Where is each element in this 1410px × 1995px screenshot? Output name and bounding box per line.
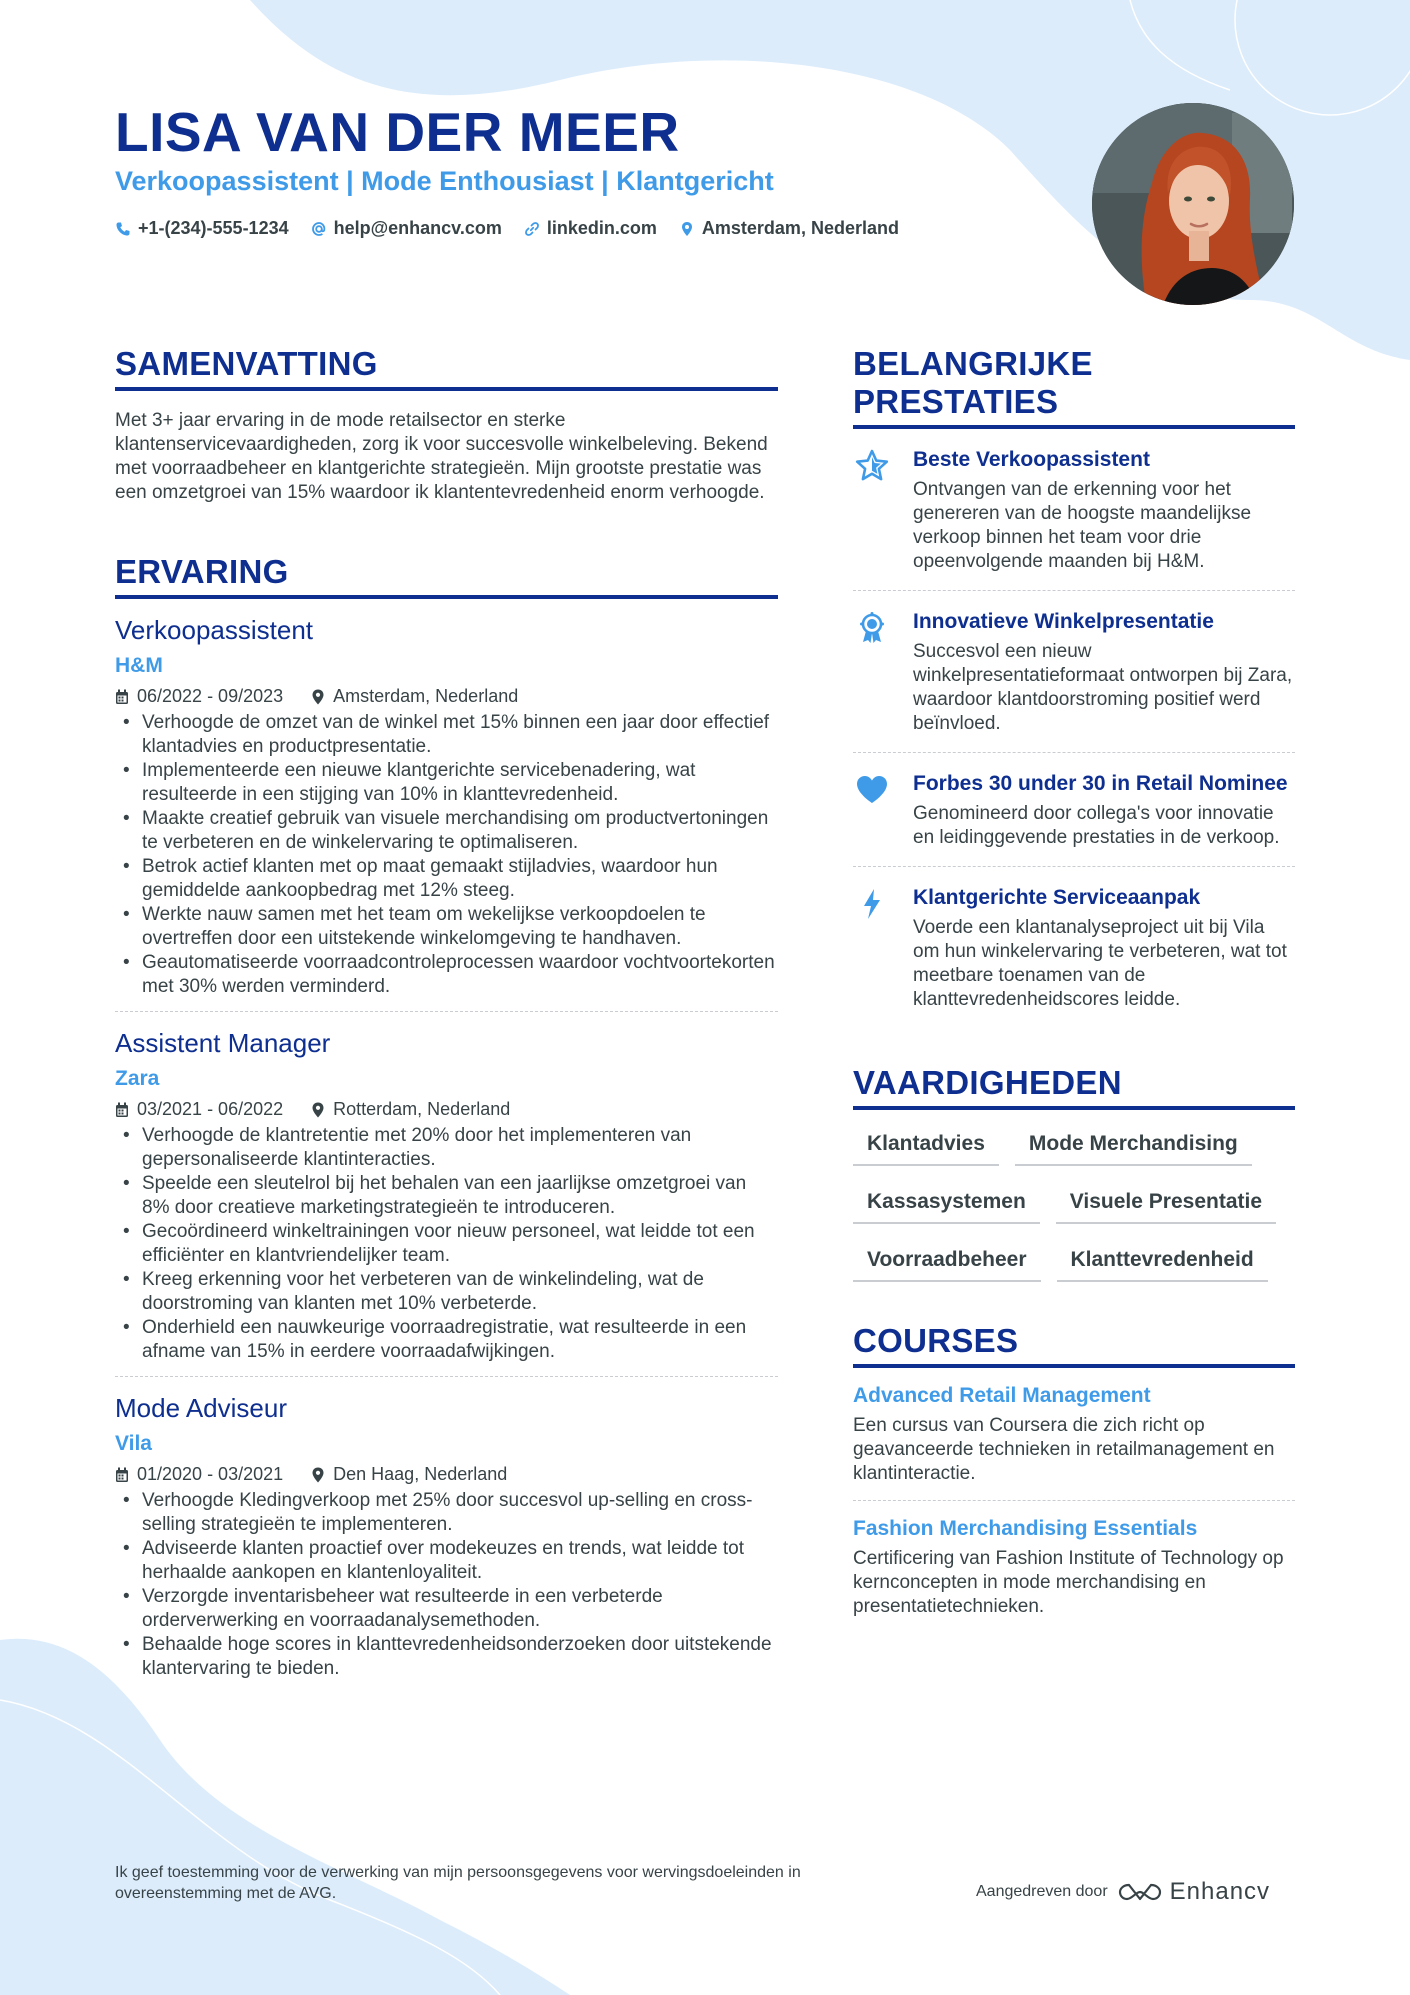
phone-text: +1-(234)-555-1234: [138, 218, 289, 238]
course-item: [853, 1500, 1295, 1633]
skill-tag: Visuele Presentatie: [1056, 1190, 1276, 1224]
linkedin-text: linkedin.com: [546, 218, 657, 238]
job-bullet: • Implementeerde een nieuwe klantgerichte servicebenadering, wat resulteerde in een stijging van 10% in klanttevredenheid.: [115, 759, 778, 807]
job-dates: 03/2021 - 06/2022: [137, 1099, 284, 1119]
location-pin-icon: [311, 1467, 325, 1483]
calendar-icon: [115, 1467, 129, 1483]
phone-icon: [115, 221, 131, 237]
job-bullets: [115, 711, 778, 999]
achievement-item: [853, 429, 1295, 591]
job-location: Rotterdam, Nederland: [333, 1099, 511, 1119]
skill-tag: Klantadvies: [853, 1132, 999, 1166]
divider: [115, 1011, 778, 1012]
job-company: Zara: [115, 1067, 160, 1090]
achievement-desc: Succesvol een nieuw winkelpresentatieformaat ontworpen bij Zara, waardoor klantdoorstroming positief werd beïnvloed.: [913, 641, 1293, 734]
contact-location: [679, 218, 899, 239]
experience-section: [115, 553, 778, 1681]
enhancv-logo-icon: [1118, 1881, 1162, 1903]
achievement-title: Forbes 30 under 30 in Retail Nominee: [913, 772, 1288, 795]
achievement-item: [853, 591, 1295, 753]
course-title: Advanced Retail Management: [853, 1384, 1151, 1407]
course-desc: Een cursus van Coursera die zich richt op geavanceerde technieken in retailmanagement en klantinteractie.: [853, 1415, 1275, 1484]
job-bullet: • Verhoogde de klantretentie met 20% door het implementeren van gepersonaliseerde klantinteracties.: [115, 1124, 778, 1172]
achievement-title: Innovatieve Winkelpresentatie: [913, 610, 1214, 633]
email-text: help@enhancv.com: [333, 218, 502, 238]
skill-tag: Mode Merchandising: [1015, 1132, 1252, 1166]
job-role: Verkoopassistent: [115, 615, 314, 645]
achievements-heading: BELANGRIJKE PRESTATIES: [853, 345, 1295, 429]
job-meta: [115, 1099, 778, 1120]
candidate-tagline: Verkoopassistent | Mode Enthousiast | Klantgericht: [115, 166, 774, 196]
job-bullet: • Kreeg erkenning voor het verbeteren van de winkelindeling, wat de doorstroming van klanten met 10% verbeterde.: [115, 1268, 778, 1316]
avatar: [1092, 103, 1294, 305]
summary-heading: SAMENVATTING: [115, 345, 778, 391]
job-bullet: • Geautomatiseerde voorraadcontroleprocessen waardoor vochtvoortekorten met 30% werden verminderd.: [115, 951, 778, 999]
job-bullet: • Verhoogde Kledingverkoop met 25% door succesvol up-selling en cross-selling strategieën te implementeren.: [115, 1489, 778, 1537]
powered-by-label: Aangedreven door: [976, 1883, 1108, 1900]
star-icon: [855, 449, 889, 483]
achievement-desc: Genomineerd door collega's voor innovatie en leidinggevende prestaties in de verkoop.: [913, 803, 1280, 848]
experience-heading: ERVARING: [115, 553, 778, 599]
powered-by[interactable]: [976, 1878, 1270, 1906]
job-location: Amsterdam, Nederland: [333, 686, 519, 706]
job-meta: [115, 686, 778, 707]
job-bullet: • Gecoördineerd winkeltrainingen voor nieuw personeel, wat leidde tot een efficiënter en klantvriendelijker team.: [115, 1220, 778, 1268]
calendar-icon: [115, 1102, 129, 1118]
heart-icon: [855, 773, 889, 807]
lightning-icon: [855, 887, 889, 921]
location-pin-icon: [679, 221, 695, 237]
skill-tag: Klanttevredenheid: [1057, 1248, 1268, 1282]
job-bullet: • Verzorgde inventarisbeheer wat resulteerde in een verbeterde orderverwerking en voorraadanalysemethoden.: [115, 1585, 778, 1633]
job-role: Assistent Manager: [115, 1028, 331, 1058]
job-company: H&M: [115, 654, 163, 677]
skills-section: [853, 1064, 1295, 1282]
achievement-title: Klantgerichte Serviceaanpak: [913, 886, 1201, 909]
summary-text: Met 3+ jaar ervaring in de mode retailsector en sterke klantenservicevaardigheden, zorg ik voor succesvolle winkelbeleving. Bekend met voorraadbeheer en klantgerichte strategieën. Mijn grootste prestatie was een omzetgroei van 15% waardoor ik klantentevredenheid enorm verhoogde.: [115, 410, 768, 503]
calendar-icon: [115, 689, 129, 705]
job-bullet: • Behaalde hoge scores in klanttevredenheidsonderzoeken door uitstekende klantervaring te bieden.: [115, 1633, 778, 1681]
skills-list: [853, 1132, 1295, 1282]
job-bullet: • Betrok actief klanten met op maat gemaakt stijladvies, waardoor hun gemiddelde aankoopbedrag met 12% steeg.: [115, 855, 778, 903]
profile-photo: [1092, 103, 1294, 305]
enhancv-logo: [1118, 1878, 1270, 1906]
job-entry: [115, 1393, 778, 1681]
divider: [115, 1376, 778, 1377]
job-bullets: [115, 1124, 778, 1364]
job-bullet: • Adviseerde klanten proactief over modekeuzes en trends, wat leidde tot herhaalde aankopen en klantenloyaliteit.: [115, 1537, 778, 1585]
job-entry: [115, 615, 778, 1012]
job-dates: 06/2022 - 09/2023: [137, 686, 284, 706]
job-bullet: • Speelde een sleutelrol bij het behalen van een jaarlijkse omzetgroei van 8% door creatieve marketingstrategieën te introduceren.: [115, 1172, 778, 1220]
course-item: [853, 1368, 1295, 1500]
brand-name: Enhancv: [1169, 1878, 1271, 1905]
achievement-desc: Voerde een klantanalyseproject uit bij Vila om hun winkelervaring te verbeteren, wat tot meetbare toenamen van de klanttevredenheidscores leidde.: [913, 917, 1287, 1010]
location-pin-icon: [311, 1102, 325, 1118]
job-meta: [115, 1464, 778, 1485]
contact-bar: [115, 218, 899, 239]
course-desc: Certificering van Fashion Institute of Technology op kernconcepten in mode merchandising en presentatietechnieken.: [853, 1548, 1284, 1617]
contact-email[interactable]: [311, 218, 502, 239]
skills-heading: VAARDIGHEDEN: [853, 1064, 1295, 1110]
job-bullet: • Maakte creatief gebruik van visuele merchandising om productvertoningen te verbeteren en de winkelervaring te optimaliseren.: [115, 807, 778, 855]
achievement-item: [853, 867, 1295, 1028]
achievement-item: [853, 753, 1295, 867]
consent-note: Ik geef toestemming voor de verwerking van mijn persoonsgegevens voor wervingsdoeleinden in overeenstemming met de AVG.: [115, 1864, 801, 1902]
job-bullet: • Onderhield een nauwkeurige voorraadregistratie, wat resulteerde in een afname van 15% in eerdere voorraadafwijkingen.: [115, 1316, 778, 1364]
job-entry: [115, 1028, 778, 1377]
contact-linkedin[interactable]: [524, 218, 657, 239]
job-bullets: [115, 1489, 778, 1681]
job-dates: 01/2020 - 03/2021: [137, 1464, 284, 1484]
right-column: [853, 345, 1295, 1633]
achievements-section: [853, 345, 1295, 1028]
at-sign-icon: [311, 221, 327, 237]
contact-phone[interactable]: [115, 218, 289, 239]
achievement-desc: Ontvangen van de erkenning voor het genereren van de hoogste maandelijkse verkoop binnen het team voor drie opeenvolgende maanden bij H&M.: [913, 479, 1252, 572]
job-bullet: • Werkte nauw samen met het team om wekelijkse verkoopdoelen te overtreffen door een uitstekende winkelomgeving te handhaven.: [115, 903, 778, 951]
job-company: Vila: [115, 1432, 152, 1455]
course-title: Fashion Merchandising Essentials: [853, 1517, 1198, 1540]
award-ribbon-icon: [855, 611, 889, 645]
courses-heading: COURSES: [853, 1322, 1295, 1368]
left-column: [115, 345, 778, 1681]
achievement-title: Beste Verkoopassistent: [913, 448, 1150, 471]
candidate-name: LISA VAN DER MEER: [115, 101, 680, 163]
location-text: Amsterdam, Nederland: [701, 218, 899, 238]
job-role: Mode Adviseur: [115, 1393, 287, 1423]
location-pin-icon: [311, 689, 325, 705]
summary-section: [115, 345, 778, 505]
link-icon: [524, 221, 540, 237]
job-location: Den Haag, Nederland: [333, 1464, 508, 1484]
courses-section: [853, 1322, 1295, 1633]
job-bullet: • Verhoogde de omzet van de winkel met 15% binnen een jaar door effectief klantadvies en productpresentatie.: [115, 711, 778, 759]
skill-tag: Voorraadbeheer: [853, 1248, 1041, 1282]
skill-tag: Kassasystemen: [853, 1190, 1040, 1224]
